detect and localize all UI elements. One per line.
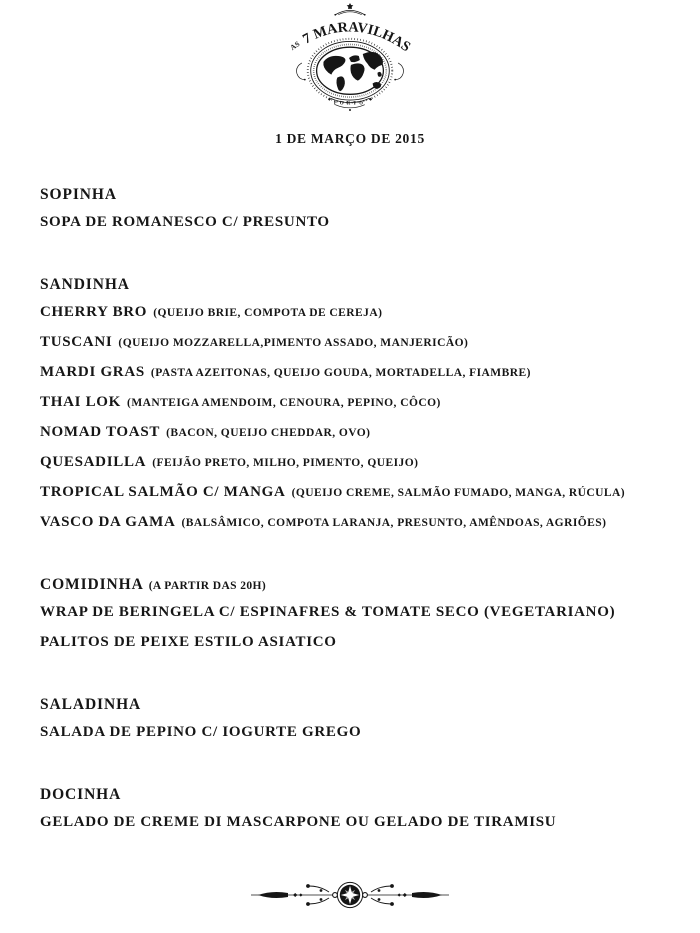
section-header	[40, 177, 664, 207]
compass-rose-icon	[337, 882, 362, 907]
menu-item	[40, 477, 664, 507]
menu-item-name: MARDI GRAS	[40, 364, 145, 380]
brand-title: 7 MARAVILHAS	[300, 19, 414, 56]
menu-section	[40, 567, 664, 657]
menu-item	[40, 507, 664, 537]
menu-item-description: (MANTEIGA AMENDOIM, CENOURA, PEPINO, CÔCO)	[127, 397, 441, 409]
section-title: DOCINHA	[40, 786, 122, 803]
menu-item-name: SALADA DE PEPINO C/ IOGURTE GREGO	[40, 724, 362, 740]
header	[0, 0, 700, 147]
menu-item-name: PALITOS DE PEIXE ESTILO ASIATICO	[40, 634, 337, 650]
menu-item-name: TUSCANI	[40, 334, 113, 350]
brand-prefix: AS	[288, 39, 302, 53]
menu-item-name: TROPICAL SALMÃO C/ MANGA	[40, 484, 286, 500]
section-header	[40, 687, 664, 717]
menu-item	[40, 627, 664, 657]
menu	[40, 177, 664, 837]
section-header	[40, 777, 664, 807]
section-title: SANDINHA	[40, 276, 130, 293]
menu-item-name: SOPA DE ROMANESCO C/ PRESUNTO	[40, 214, 330, 230]
menu-item-name: GELADO DE CREME DI MASCARPONE OU GELADO DE TIRAMISU	[40, 814, 557, 830]
menu-item-name: WRAP DE BERINGELA C/ ESPINAFRES & TOMATE SECO (VEGETARIANO)	[40, 604, 616, 620]
world-map-logo-icon	[286, 2, 414, 112]
menu-item-name: QUESADILLA	[40, 454, 147, 470]
menu-section	[40, 687, 664, 747]
section-note: (A PARTIR DAS 20H)	[148, 580, 267, 592]
menu-item	[40, 417, 664, 447]
menu-item	[40, 387, 664, 417]
menu-item	[40, 807, 664, 837]
compass-divider-icon	[250, 873, 450, 917]
brand-city: PORTO	[333, 101, 367, 107]
menu-item-name: CHERRY BRO	[40, 304, 148, 320]
section-header	[40, 567, 664, 597]
section-title: SALADINHA	[40, 696, 142, 713]
footer	[0, 873, 700, 922]
section-title: SOPINHA	[40, 186, 117, 203]
menu-item-description: (BALSÂMICO, COMPOTA LARANJA, PRESUNTO, AMÊNDOAS, AGRIÕES)	[181, 517, 607, 529]
menu-section	[40, 177, 664, 237]
menu-item	[40, 207, 664, 237]
menu-item-name: THAI LOK	[40, 394, 122, 410]
brand-logo	[0, 2, 700, 117]
menu-item-description: (QUEIJO MOZZARELLA,PIMENTO ASSADO, MANJERICÃO)	[118, 337, 469, 349]
menu-section	[40, 267, 664, 537]
menu-item-description: (PASTA AZEITONAS, QUEIJO GOUDA, MORTADELLA, FIAMBRE)	[150, 367, 531, 379]
menu-item-description: (FEIJÃO PRETO, MILHO, PIMENTO, QUEIJO)	[152, 457, 419, 469]
menu-date: 1 DE MARÇO DE 2015	[275, 131, 425, 146]
menu-item	[40, 597, 664, 627]
menu-item	[40, 717, 664, 747]
section-header	[40, 267, 664, 297]
menu-item	[40, 357, 664, 387]
menu-item	[40, 327, 664, 357]
menu-item-description: (QUEIJO CREME, SALMÃO FUMADO, MANGA, RÚCULA)	[291, 487, 626, 499]
menu-item	[40, 447, 664, 477]
section-title: COMIDINHA	[40, 576, 144, 593]
menu-item-description: (BACON, QUEIJO CHEDDAR, OVO)	[166, 427, 371, 439]
menu-item-description: (QUEIJO BRIE, COMPOTA DE CEREJA)	[153, 307, 383, 319]
menu-section	[40, 777, 664, 837]
menu-item-name: NOMAD TOAST	[40, 424, 161, 440]
menu-item	[40, 297, 664, 327]
menu-item-name: VASCO DA GAMA	[40, 514, 176, 530]
